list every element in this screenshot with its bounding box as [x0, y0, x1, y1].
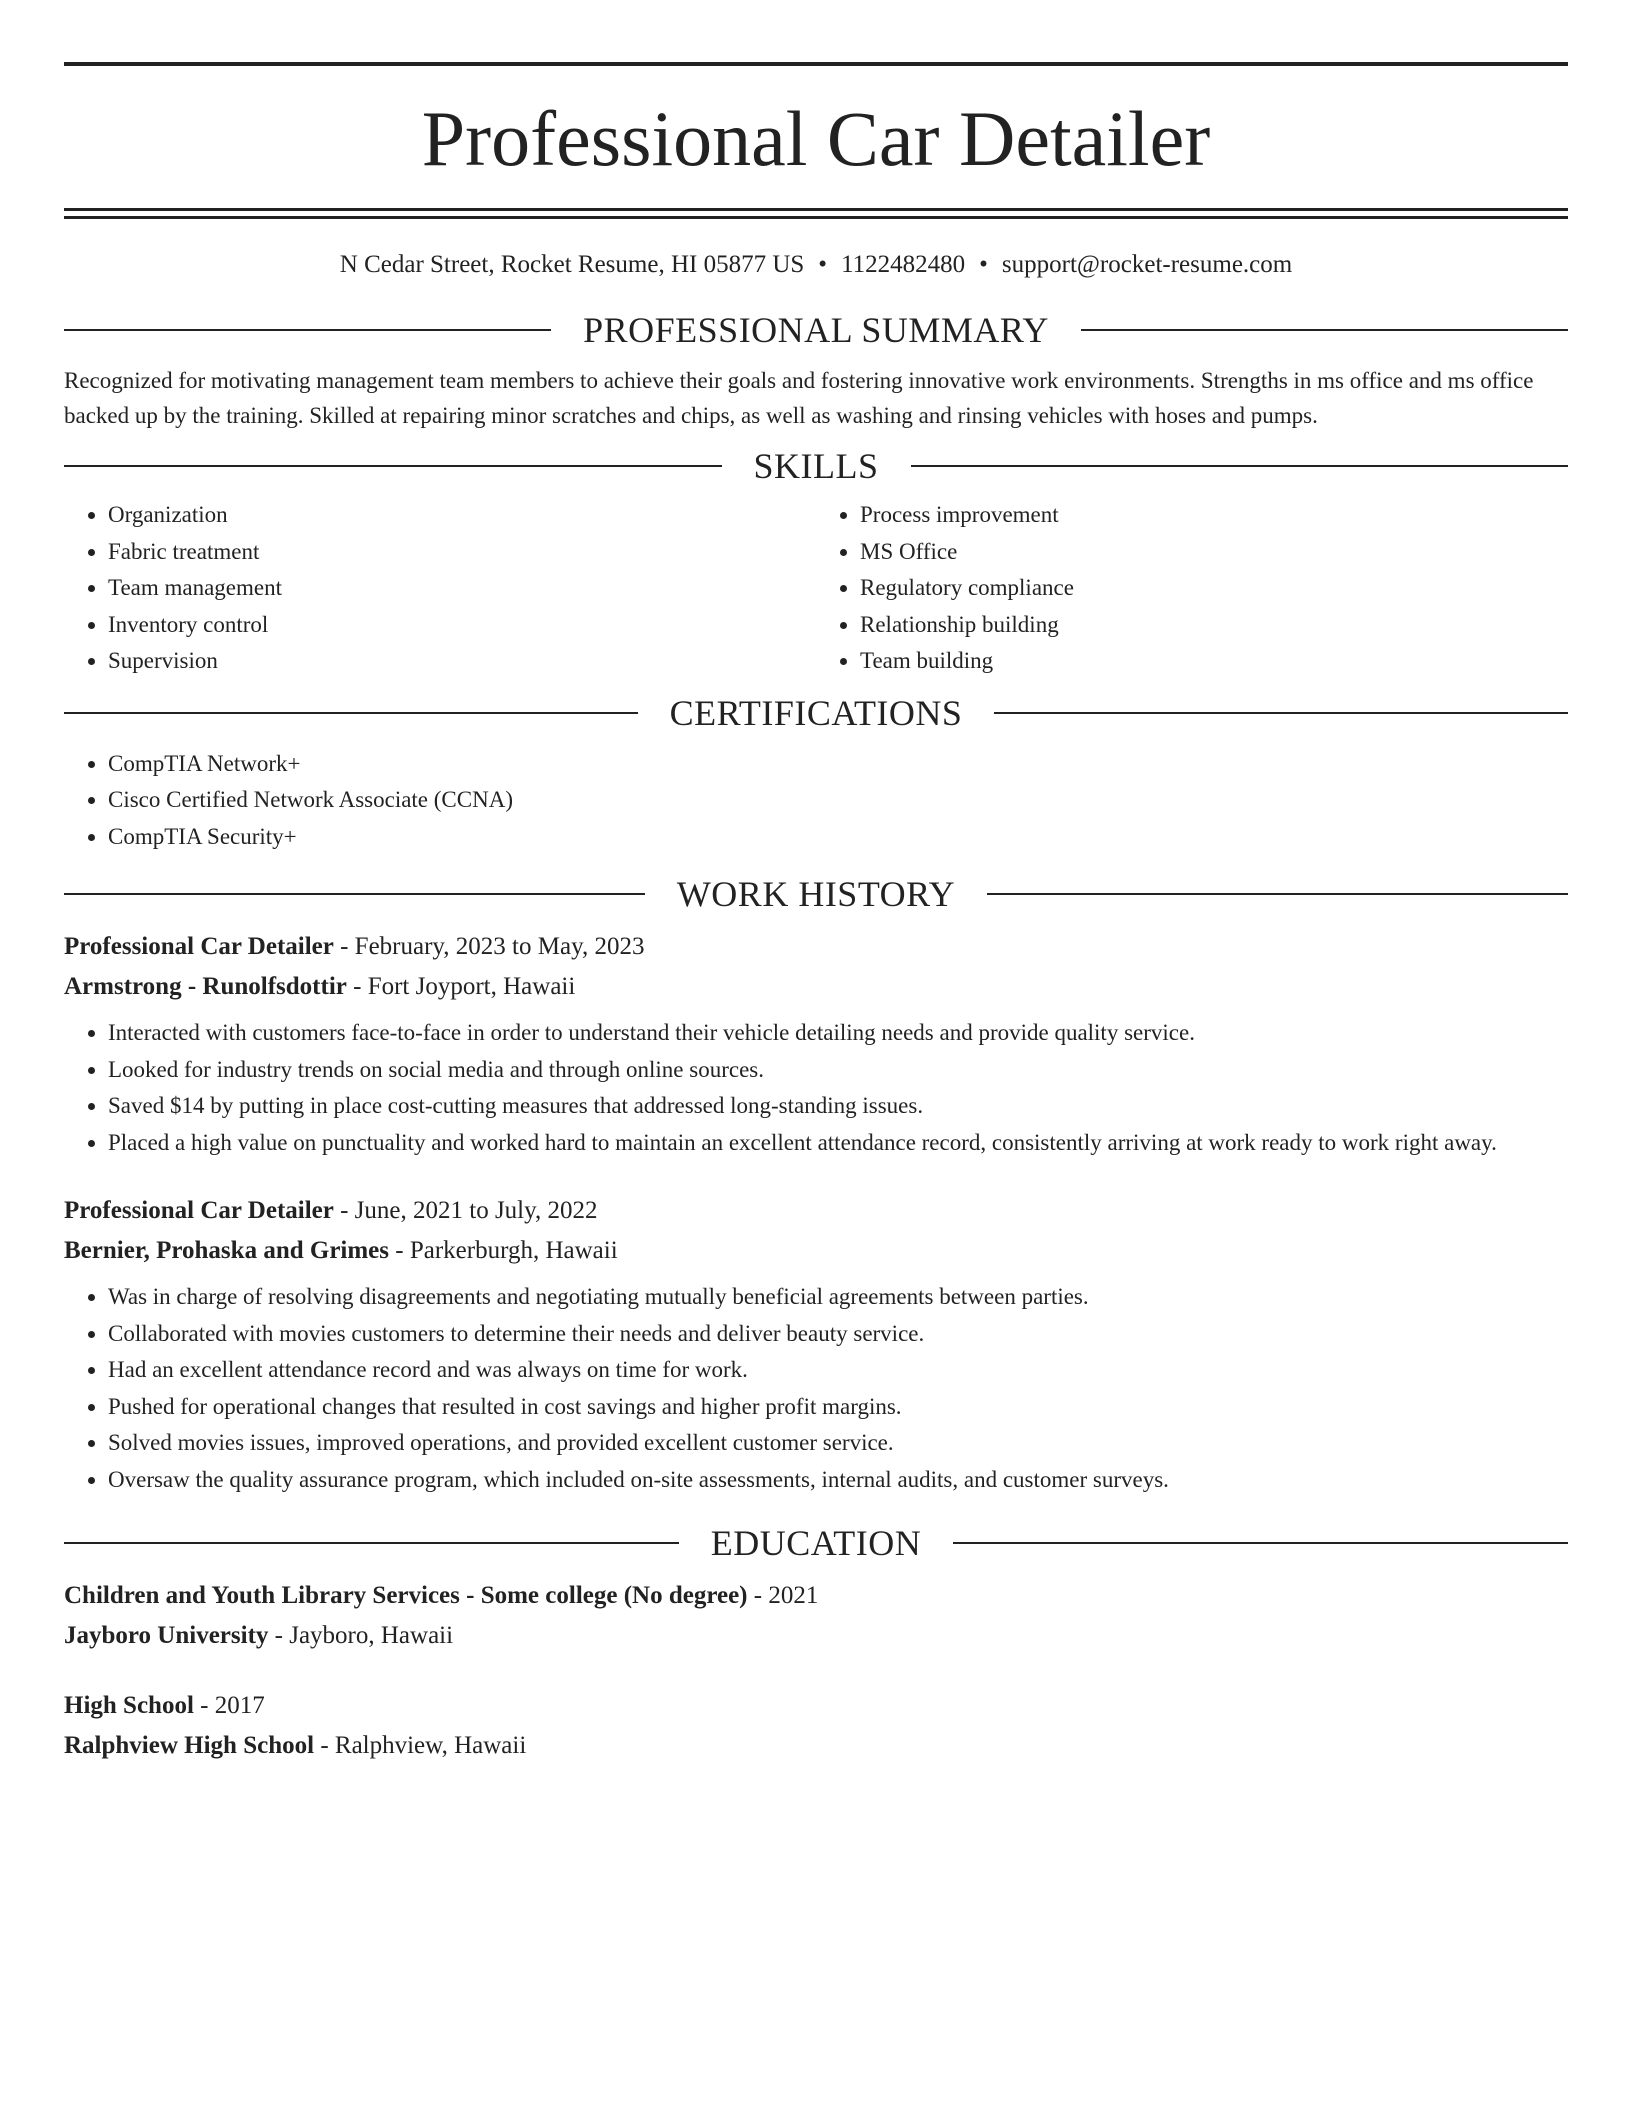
certification-item: • CompTIA Security+ — [108, 819, 1568, 856]
education-location: - Jayboro, Hawaii — [268, 1622, 454, 1649]
section-header-summary — [64, 309, 1568, 351]
divider-line — [1081, 329, 1568, 331]
divider-line — [987, 893, 1568, 895]
job-title-line — [64, 1191, 1568, 1231]
job-title: Professional Car Detailer — [64, 933, 334, 960]
contact-separator: • — [818, 251, 828, 278]
divider-line — [911, 465, 1569, 467]
section-header-education — [64, 1522, 1568, 1564]
summary-text: Recognized for motivating management team members to achieve their goals and fostering innovative work environments. Strengths in ms office and ms office backed up by the training. Skilled at repairing minor scratches and chips, as well as washing and rinsing vehicles with hoses and pumps. — [64, 368, 1534, 428]
job-company-line — [64, 967, 1568, 1007]
skills-grid — [64, 497, 1568, 680]
resume-page — [64, 62, 1568, 1766]
job-bullet: • Collaborated with movies customers to determine their needs and deliver beauty service. — [108, 1316, 1568, 1353]
education-location: - Ralphview, Hawaii — [314, 1732, 527, 1759]
skills-column-left — [64, 497, 816, 680]
skill-item: • Team management — [108, 570, 816, 607]
divider-line — [953, 1542, 1568, 1544]
job-bullet: • Saved $14 by putting in place cost-cutting measures that addressed long-standing issues. — [108, 1088, 1568, 1125]
education-entry — [64, 1686, 1568, 1766]
section-title-work-history: WORK HISTORY — [676, 874, 956, 914]
section-header-work-history — [64, 873, 1568, 915]
job-bullet: • Solved movies issues, improved operations, and provided excellent customer service. — [108, 1425, 1568, 1462]
education-degree-line — [64, 1686, 1568, 1726]
section-title-summary: PROFESSIONAL SUMMARY — [583, 310, 1049, 350]
divider-line — [64, 329, 551, 331]
contact-email: support@rocket-resume.com — [1001, 251, 1293, 278]
education-degree: High School — [64, 1692, 194, 1719]
job-bullet: • Had an excellent attendance record and was always on time for work. — [108, 1352, 1568, 1389]
skill-item: • Organization — [108, 497, 816, 534]
job-location: - Parkerburgh, Hawaii — [389, 1237, 618, 1264]
job-bullets — [64, 1015, 1568, 1161]
skill-item: • Process improvement — [860, 497, 1568, 534]
section-title-certifications: CERTIFICATIONS — [669, 692, 963, 733]
candidate-name: Professional Car Detailer — [421, 95, 1211, 182]
certification-item: • CompTIA Network+ — [108, 746, 1568, 783]
job-bullet: • Placed a high value on punctuality and worked hard to maintain an excellent attendance record, consistently arriving at work ready to work right away. — [108, 1125, 1568, 1162]
contact-address: N Cedar Street, Rocket Resume, HI 05877 US — [339, 251, 805, 278]
education-school-line — [64, 1726, 1568, 1766]
job-bullet: • Pushed for operational changes that resulted in cost savings and higher profit margins. — [108, 1389, 1568, 1426]
job-bullet: • Interacted with customers face-to-face in order to understand their vehicle detailing needs and provide quality service. — [108, 1015, 1568, 1052]
job-company: Armstrong - Runolfsdottir — [64, 973, 347, 1000]
divider-line — [64, 712, 638, 714]
education-school: Jayboro University — [64, 1622, 269, 1649]
skill-item: • Relationship building — [860, 607, 1568, 644]
skill-item: • Regulatory compliance — [860, 570, 1568, 607]
education-year: - 2017 — [193, 1692, 265, 1719]
skill-item: • Inventory control — [108, 607, 816, 644]
certifications-list — [64, 746, 1568, 856]
section-title-skills: SKILLS — [753, 446, 879, 486]
section-title-education: EDUCATION — [710, 1523, 922, 1563]
job-title: Professional Car Detailer — [64, 1197, 334, 1224]
job-location: - Fort Joyport, Hawaii — [346, 973, 576, 1000]
skill-item: • Team building — [860, 643, 1568, 680]
section-header-certifications — [64, 692, 1568, 734]
education-degree: Children and Youth Library Services - Some college (No degree) — [64, 1582, 748, 1609]
section-header-skills — [64, 445, 1568, 487]
skill-item: • Supervision — [108, 643, 816, 680]
education-school-line — [64, 1616, 1568, 1656]
education-degree-line — [64, 1576, 1568, 1616]
skill-item: • Fabric treatment — [108, 534, 816, 571]
divider-line — [64, 893, 645, 895]
skill-item: • MS Office — [860, 534, 1568, 571]
job-dates: - February, 2023 to May, 2023 — [333, 933, 645, 960]
job-company-line — [64, 1231, 1568, 1271]
job-bullet: • Looked for industry trends on social media and through online sources. — [108, 1052, 1568, 1089]
header-double-rule — [64, 208, 1568, 219]
education-entry — [64, 1576, 1568, 1656]
education-year: - 2021 — [747, 1582, 819, 1609]
job-entry — [64, 927, 1568, 1161]
education-school: Ralphview High School — [64, 1732, 315, 1759]
contact-separator: • — [979, 251, 988, 278]
job-dates: - June, 2021 to July, 2022 — [333, 1197, 598, 1224]
contact-phone: 1122482480 — [841, 251, 966, 278]
job-company: Bernier, Prohaska and Grimes — [64, 1237, 390, 1264]
contact-line — [64, 251, 1568, 279]
skills-column-right — [816, 497, 1568, 680]
divider-line — [64, 1542, 679, 1544]
job-entry — [64, 1191, 1568, 1498]
job-bullet: • Oversaw the quality assurance program, which included on-site assessments, internal audits, and customer surveys. — [108, 1462, 1568, 1499]
certification-item: • Cisco Certified Network Associate (CCNA) — [108, 782, 1568, 819]
job-bullets — [64, 1279, 1568, 1498]
job-title-line — [64, 927, 1568, 967]
divider-line — [994, 712, 1568, 714]
job-bullet: • Was in charge of resolving disagreements and negotiating mutually beneficial agreements between parties. — [108, 1279, 1568, 1316]
divider-line — [64, 465, 722, 467]
